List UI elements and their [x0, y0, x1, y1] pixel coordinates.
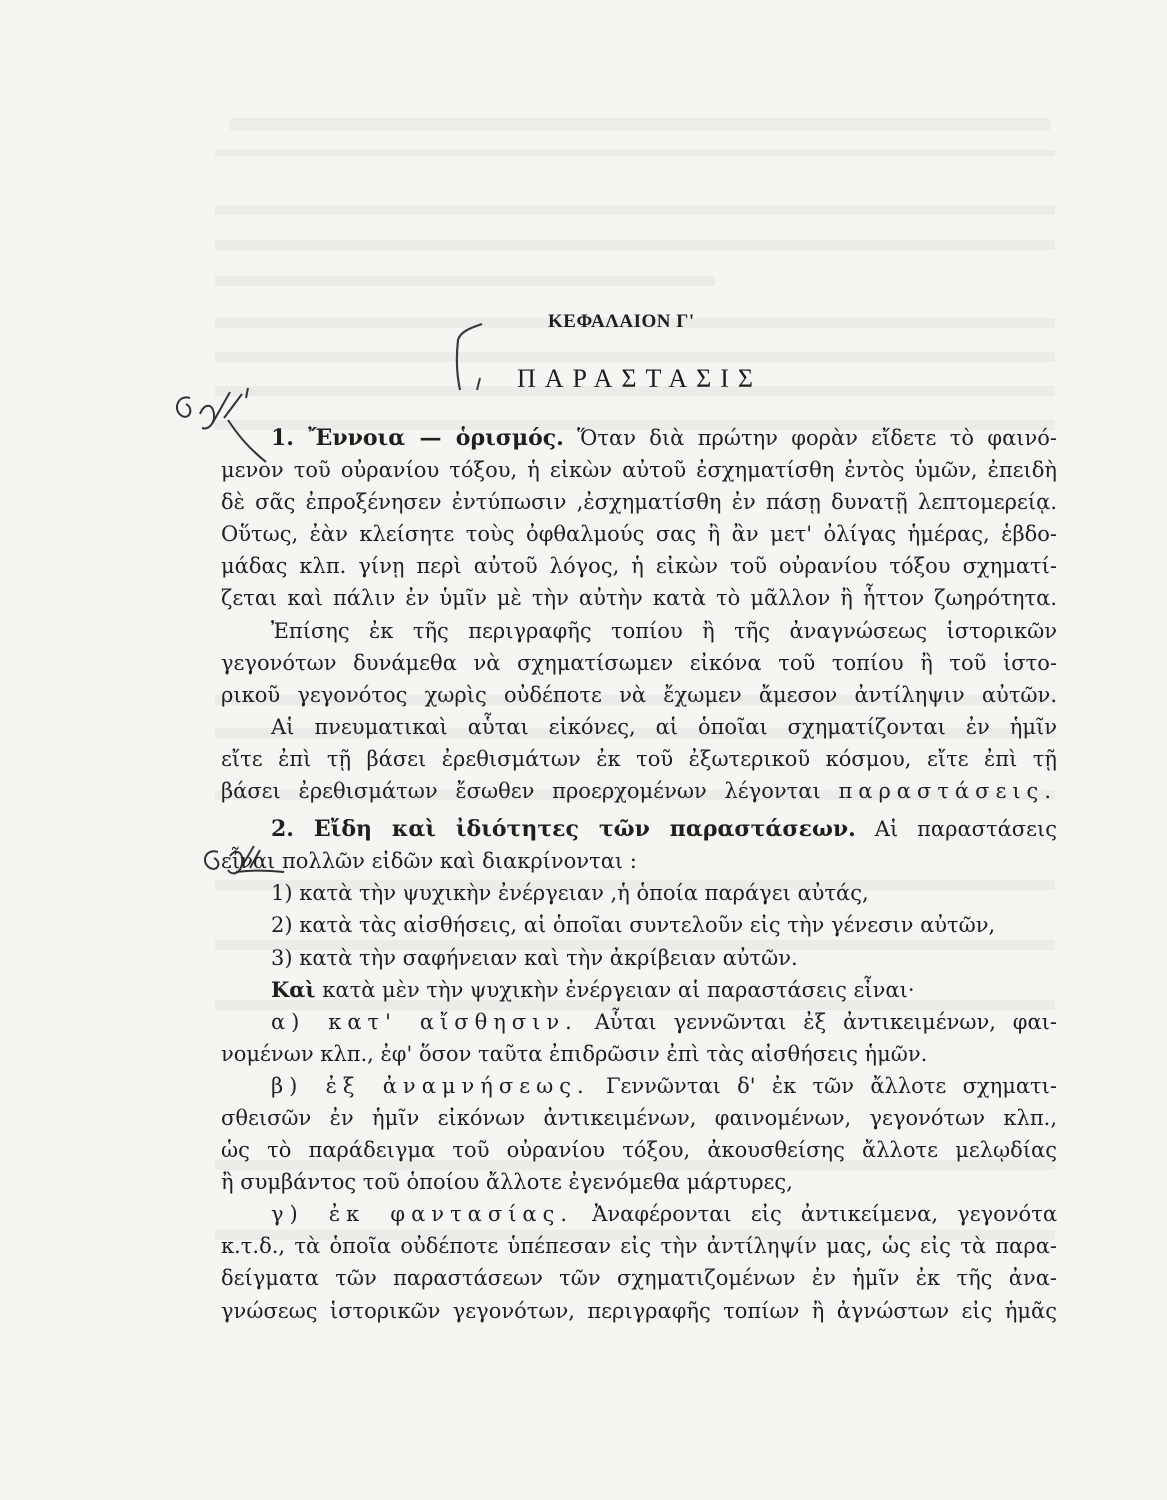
item-b-text: Γεννῶνται δ' ἐκ τῶν ἄλλοτε σχηματι-	[605, 1073, 1057, 1098]
item-c-line	[221, 1198, 1057, 1230]
handwritten-bracket-mark	[440, 318, 500, 398]
item-c-label: γ) ἐκ φαντασίας.	[271, 1202, 574, 1227]
chapter-title: ΠΑΡΑΣΤΑΣΙΣ	[517, 364, 763, 393]
item-c-text: Ἀναφέρονται εἰς ἀντικείμενα, γεγονότα	[592, 1202, 1057, 1227]
section1-line: βάσει ἐρεθισμάτων ἔσωθεν προερχομένων λέγονται	[221, 779, 821, 804]
item-a-line	[221, 1006, 1057, 1038]
item-b-cont: ἢ συμβάντος τοῦ ὁποίου ἄλλοτε ἐγενόμεθα μάρτυρες,	[221, 1170, 793, 1195]
item-b-line	[221, 1070, 1057, 1102]
section1-line: Οὕτως, ἐὰν κλείσητε τοὺς ὀφθαλμούς σας ἢ ἂν μετ' ὀλίγας ἡμέρας, ἑβδο-	[221, 522, 1057, 547]
item-a-text: Αὗται γεννῶνται ἐξ ἀντικειμένων, φαι-	[594, 1009, 1058, 1034]
item-a-cont: νομένων κλπ., ἐφ' ὅσον ταῦτα ἐπιδρῶσιν ἐπὶ τὰς αἰσθήσεις ἡμῶν.	[221, 1041, 928, 1066]
section2-list-item: 3) κατὰ τὴν σαφήνειαν καὶ τὴν ἀκρίβειαν αὐτῶν.	[271, 945, 798, 970]
item-a-label: α) κατ' αἴσθησιν.	[271, 1009, 578, 1034]
section1-line: εἴτε ἐπὶ τῇ βάσει ἐρεθισμάτων ἐκ τοῦ ἐξωτερικοῦ κόσμου, εἴτε ἐπὶ τῇ	[221, 746, 1057, 771]
section1-line: ζεται καὶ πάλιν ἐν ὑμῖν μὲ τὴν αὐτὴν κατὰ τὸ μᾶλλον ἢ ἧττον ζωηρότητα.	[221, 586, 1057, 611]
section1-line: ρικοῦ γεγονότος χωρὶς οὐδέποτε νὰ ἔχωμεν ἄμεσον ἀντίληψιν αὐτῶν.	[221, 682, 1057, 707]
section1-line: μενον τοῦ οὐρανίου τόξου, ἡ εἰκὼν αὐτοῦ ἐσχηματίσθη ἐντὸς ὑμῶν, ἐπειδὴ	[221, 458, 1057, 483]
section1-line: Αἱ πνευματικαὶ αὗται εἰκόνες, αἱ ὁποῖαι σχηματίζονται ἐν ἡμῖν	[271, 714, 1057, 739]
section2-list-item: 2) κατὰ τὰς αἰσθήσεις, αἱ ὁποῖαι συντελοῦν εἰς τὴν γένεσιν αὐτῶν,	[271, 913, 996, 938]
section1-line: Ἐπίσης ἐκ τῆς περιγραφῆς τοπίου ἢ τῆς ἀναγνώσεως ἱστορικῶν	[271, 618, 1057, 643]
item-b-cont: σθεισῶν ἐν ἡμῖν εἰκόνων ἀντικειμένων, φαινομένων, γεγονότων κλπ.,	[221, 1105, 1057, 1130]
section2-intro: εἶναι πολλῶν εἰδῶν καὶ διακρίνονται :	[221, 849, 637, 874]
kai-rest: κατὰ μὲν τὴν ψυχικὴν ἐνέργειαν αἱ παραστάσεις εἶναι·	[322, 977, 915, 1002]
body-text	[221, 422, 1057, 1327]
section2-first-line	[221, 813, 1057, 845]
item-c-cont: κ.τ.δ., τὰ ὁποῖα οὐδέποτε ὑπέπεσαν εἰς τὴν ἀντίληψίν μας, ὡς εἰς τὰ παρα-	[221, 1234, 1057, 1259]
section1-first-line	[221, 422, 1057, 454]
section1-line: μάδας κλπ. γίνῃ περὶ αὐτοῦ λόγος, ἡ εἰκὼν τοῦ οὐρανίου τόξου σχηματί-	[221, 554, 1057, 579]
term-parastaseis: παραστάσεις.	[838, 779, 1057, 804]
kai-bold: Καὶ	[271, 976, 316, 1002]
section2-list-item: 1) κατὰ τὴν ψυχικὴν ἐνέργειαν ,ἡ ὁποία παράγει αὐτάς,	[271, 881, 869, 906]
item-b-cont: ὡς τὸ παράδειγμα τοῦ οὐρανίου τόξου, ἀκουσθείσης ἄλλοτε μελῳδίας	[221, 1138, 1057, 1163]
chapter-label: ΚΕΦΑΛΑΙΟΝ Γ'	[548, 311, 695, 332]
item-c-cont: γνώσεως ἱστορικῶν γεγονότων, περιγραφῆς τοπίων ἢ ἀγνώστων εἰς ἡμᾶς	[221, 1298, 1057, 1323]
section2-heading: 2. Εἴδη καὶ ἰδιότητες τῶν παραστάσεων.	[271, 816, 856, 843]
section1-line: Ὅταν διὰ πρώτην φορὰν εἴδετε τὸ φαινό-	[577, 426, 1057, 450]
section1-line: γεγονότων δυνάμεθα νὰ σχηματίσωμεν εἰκόνα τοῦ τοπίου ἢ τοῦ ἱστο-	[221, 650, 1057, 675]
item-b-label: β) ἐξ ἀναμνήσεως.	[271, 1073, 590, 1098]
section1-line: δὲ σᾶς ἐπροξένησεν ἐντύπωσιν ,ἐσχηματίσθη ἐν πάσῃ δυνατῇ λεπτομερείᾳ.	[221, 490, 1057, 515]
item-c-cont: δείγματα τῶν παραστάσεων τῶν σχηματιζομένων ἐν ἡμῖν ἐκ τῆς ἀνα-	[221, 1266, 1057, 1291]
section2-heading-tail: Αἱ παραστάσεις	[874, 817, 1057, 842]
section1-last-line	[221, 775, 1057, 807]
section1-heading: 1. Ἔννοια — ὁρισμός.	[271, 425, 564, 451]
section2-kai-line	[221, 974, 1057, 1006]
